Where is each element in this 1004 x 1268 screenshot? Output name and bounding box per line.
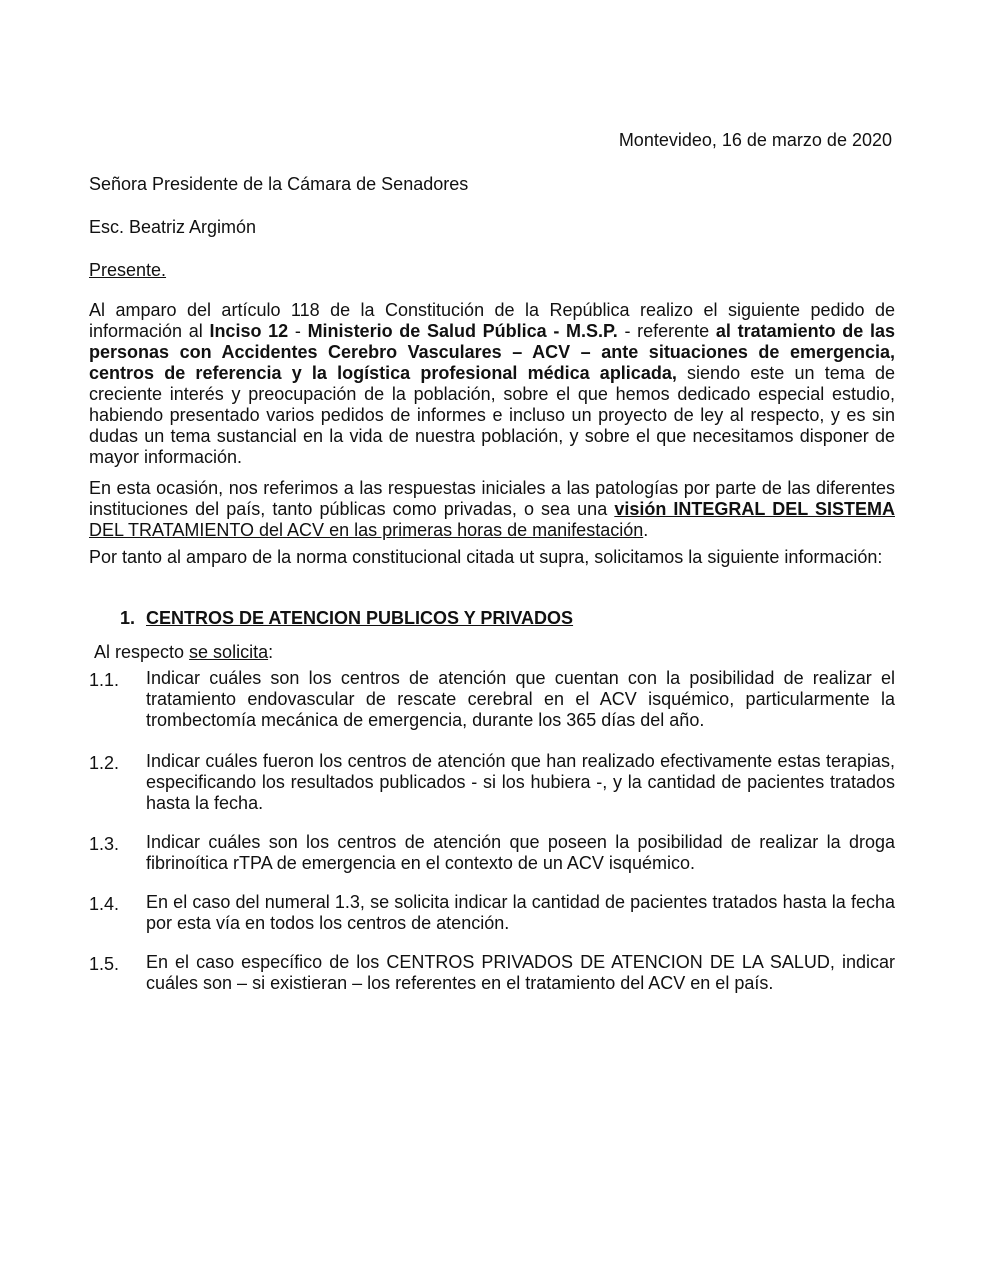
- list-item: [89, 751, 895, 814]
- list-item-text: En el caso específico de los CENTROS PRIVADOS DE ATENCION DE LA SALUD, indicar cuáles son – si existieran – los referentes en el tratamiento del ACV en el país.: [146, 952, 895, 993]
- inciso-label: Inciso 12: [209, 321, 289, 341]
- paragraph-request: [89, 300, 895, 468]
- paragraph-request-text-4: siendo este un tema de creciente interés y preocupación de la población, sobre el que hemos dedicado especial estudio, habiendo presentado varios pedidos de informes e incluso un proyecto de ley al respecto, y es sin dudas un tema sustancial en la vida de nuestra población, y sobre el que necesitamos disponer de mayor información.: [89, 363, 895, 467]
- paragraph-request-text-1: Al amparo del artículo 118 de la Constitución de la República realizo el siguiente pedido de información al: [89, 300, 895, 341]
- list-item-text: Indicar cuáles son los centros de atención que cuentan con la posibilidad de realizar el tratamiento endovascular de rescate cerebral en el ACV isquémico, particularmente la trombectomía mecánica de emergencia, durante los 365 días del año.: [146, 668, 895, 730]
- salutation: Presente.: [89, 260, 167, 280]
- list-item-number: 1.2.: [89, 753, 120, 773]
- section-intro-prefix: Al respecto: [94, 642, 190, 662]
- list-item: [89, 892, 895, 934]
- section-heading: [120, 606, 573, 630]
- letter-date: Montevideo, 16 de marzo de 2020: [618, 130, 892, 150]
- treatment-phrase: DEL TRATAMIENTO del ACV en las primeras horas de manifestación: [89, 520, 644, 540]
- paragraph-conclusion: Por tanto al amparo de la norma constitucional citada ut supra, solicitamos la siguiente información:: [89, 547, 883, 567]
- list-item: [89, 952, 895, 994]
- paragraph-context: [89, 478, 895, 541]
- section-intro: [94, 640, 273, 664]
- list-item-text: Indicar cuáles fueron los centros de atención que han realizado efectivamente estas terapias, especificando los resultados publicados - si los hubiera -, y la cantidad de pacientes tratados hasta la fecha.: [146, 751, 895, 813]
- request-subject: al tratamiento de las personas con Accidentes Cerebro Vasculares – ACV – ante situaciones de emergencia, centros de referencia y la logística profesional médica aplicada,: [89, 321, 896, 383]
- paragraph-context-text-2: .: [643, 520, 649, 540]
- section-title: CENTROS DE ATENCION PUBLICOS Y PRIVADOS: [146, 608, 574, 628]
- list-item-text: Indicar cuáles son los centros de atención que poseen la posibilidad de realizar la droga fibrinoítica rTPA de emergencia en el contexto de un ACV isquémico.: [146, 832, 895, 873]
- list-item-number: 1.3.: [89, 834, 120, 854]
- list-item-number: 1.4.: [89, 894, 120, 914]
- section-intro-underlined: se solicita: [189, 642, 269, 662]
- recipient-title: Señora Presidente de la Cámara de Senadores: [89, 174, 469, 194]
- ministry-name: Ministerio de Salud Pública - M.S.P.: [307, 321, 618, 341]
- list-item: [89, 668, 895, 731]
- list-item-number: 1.5.: [89, 954, 120, 974]
- paragraph-request-text-3: - referente: [617, 321, 716, 341]
- integral-vision-phrase: visión INTEGRAL DEL SISTEMA: [614, 499, 895, 519]
- paragraph-request-text-2: -: [288, 321, 308, 341]
- list-item-text: En el caso del numeral 1.3, se solicita indicar la cantidad de pacientes tratados hasta la fecha por esta vía en todos los centros de atención.: [146, 892, 895, 933]
- section-number: 1.: [120, 608, 136, 628]
- list-item: [89, 832, 895, 874]
- list-item-number: 1.1.: [89, 670, 120, 690]
- paragraph-context-text-1: En esta ocasión, nos referimos a las respuestas iniciales a las patologías por parte de las diferentes instituciones del país, tanto públicas como privadas, o sea una: [89, 478, 895, 519]
- recipient-name: Esc. Beatriz Argimón: [89, 217, 257, 237]
- section-intro-suffix: :: [268, 642, 274, 662]
